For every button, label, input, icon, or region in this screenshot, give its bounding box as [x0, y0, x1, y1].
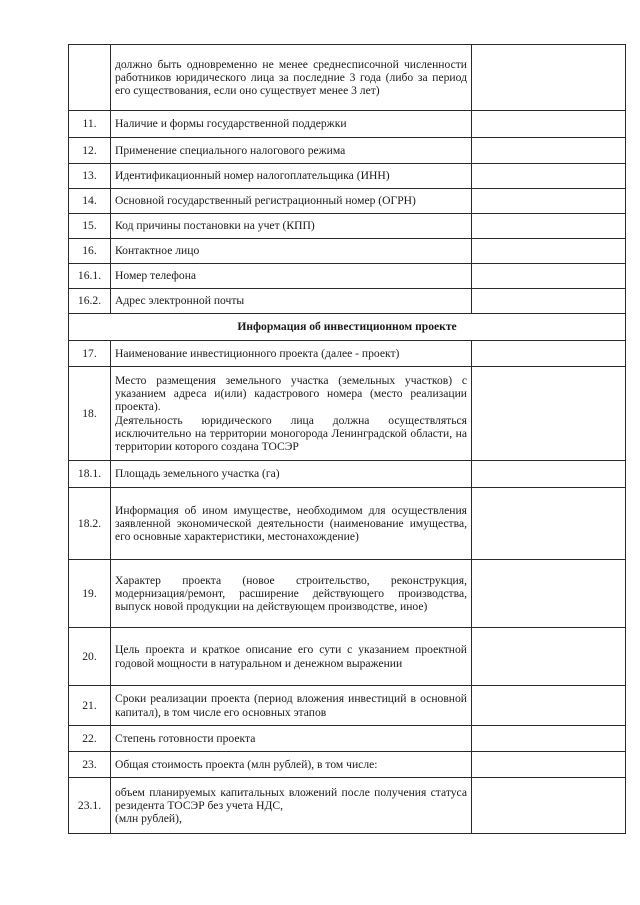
table-row [69, 189, 626, 214]
row-label: Номер телефона [111, 264, 472, 289]
row-number: 22. [69, 726, 111, 752]
table-row [69, 239, 626, 264]
row-label [111, 367, 472, 461]
table-row [69, 752, 626, 778]
row-value-cell[interactable] [472, 239, 626, 264]
table-row [69, 628, 626, 686]
table-row [69, 488, 626, 560]
row-number: 23.1. [69, 778, 111, 834]
application-form-table [68, 44, 626, 834]
table-row [69, 164, 626, 189]
row-value-cell[interactable] [472, 111, 626, 138]
row-number: 23. [69, 752, 111, 778]
row-label: Применение специального налогового режима [111, 138, 472, 164]
row-value-cell[interactable] [472, 289, 626, 314]
table-row [69, 111, 626, 138]
row-number: 17. [69, 341, 111, 367]
row-number: 15. [69, 214, 111, 239]
row-label: Характер проекта (новое строительство, реконструкция, модернизация/ремонт, расширение действующего производства, выпуск новой продукции на действующем производстве, иное) [111, 560, 472, 628]
row-number: 20. [69, 628, 111, 686]
table-row [69, 778, 626, 834]
row-label: Сроки реализации проекта (период вложения инвестиций в основной капитал), в том числе его основных этапов [111, 686, 472, 726]
row-value-cell[interactable] [472, 341, 626, 367]
row-number: 16. [69, 239, 111, 264]
row-value-cell[interactable] [472, 367, 626, 461]
row-number: 19. [69, 560, 111, 628]
row-label: Идентификационный номер налогоплательщика (ИНН) [111, 164, 472, 189]
row-label: Наименование инвестиционного проекта (далее - проект) [111, 341, 472, 367]
row-label: Контактное лицо [111, 239, 472, 264]
row-value-cell[interactable] [472, 686, 626, 726]
row-label: Наличие и формы государственной поддержки [111, 111, 472, 138]
table-row [69, 289, 626, 314]
table-row [69, 367, 626, 461]
row-number: 21. [69, 686, 111, 726]
row-value-cell[interactable] [472, 461, 626, 488]
table-row [69, 341, 626, 367]
row-label [111, 778, 472, 834]
table-row [69, 560, 626, 628]
row-number: 16.1. [69, 264, 111, 289]
table-row [69, 138, 626, 164]
row-label: Основной государственный регистрационный номер (ОГРН) [111, 189, 472, 214]
row-label-part: (млн рублей), [115, 812, 182, 826]
row-number [69, 45, 111, 111]
row-value-cell[interactable] [472, 752, 626, 778]
row-number: 18.1. [69, 461, 111, 488]
section-header-row [69, 314, 626, 341]
row-label: должно быть одновременно не менее среднесписочной численности работников юридического лица за последние 3 года (либо за период его существования, если оно существует менее 3 лет) [111, 45, 472, 111]
row-value-cell[interactable] [472, 138, 626, 164]
table-row [69, 214, 626, 239]
row-label: Код причины постановки на учет (КПП) [111, 214, 472, 239]
row-number: 18.2. [69, 488, 111, 560]
table-row [69, 264, 626, 289]
row-label: Информация об ином имуществе, необходимом для осуществления заявленной экономической деятельности (наименование имущества, его основные характеристики, местонахождение) [111, 488, 472, 560]
row-label: Общая стоимость проекта (млн рублей), в том числе: [111, 752, 472, 778]
row-value-cell[interactable] [472, 189, 626, 214]
row-label: Площадь земельного участка (га) [111, 461, 472, 488]
row-value-cell[interactable] [472, 164, 626, 189]
table-row [69, 461, 626, 488]
row-label-part: Деятельность юридического лица должна осуществляться исключительно на территории моногорода Ленинградской области, на территории которого создана ТОСЭР [115, 413, 467, 453]
table-row [69, 726, 626, 752]
row-label-part: Место размещения земельного участка (земельных участков) с указанием адреса и(или) кадастрового номера (место реализации проекта). [115, 373, 467, 414]
row-value-cell[interactable] [472, 214, 626, 239]
row-value-cell[interactable] [472, 726, 626, 752]
row-value-cell[interactable] [472, 628, 626, 686]
section-title: Информация об инвестиционном проекте [69, 314, 626, 341]
row-value-cell[interactable] [472, 45, 626, 111]
row-number: 12. [69, 138, 111, 164]
row-number: 16.2. [69, 289, 111, 314]
row-number: 11. [69, 111, 111, 138]
row-number: 14. [69, 189, 111, 214]
row-value-cell[interactable] [472, 778, 626, 834]
row-value-cell[interactable] [472, 560, 626, 628]
row-value-cell[interactable] [472, 488, 626, 560]
row-label: Степень готовности проекта [111, 726, 472, 752]
table-row [69, 45, 626, 111]
row-label: Цель проекта и краткое описание его сути с указанием проектной годовой мощности в натуральном и денежном выражении [111, 628, 472, 686]
row-value-cell[interactable] [472, 264, 626, 289]
row-number: 13. [69, 164, 111, 189]
row-label: Адрес электронной почты [111, 289, 472, 314]
row-number: 18. [69, 367, 111, 461]
row-label-part: объем планируемых капитальных вложений после получения статуса резидента ТОСЭР без учета НДС, [115, 785, 467, 812]
table-row [69, 686, 626, 726]
